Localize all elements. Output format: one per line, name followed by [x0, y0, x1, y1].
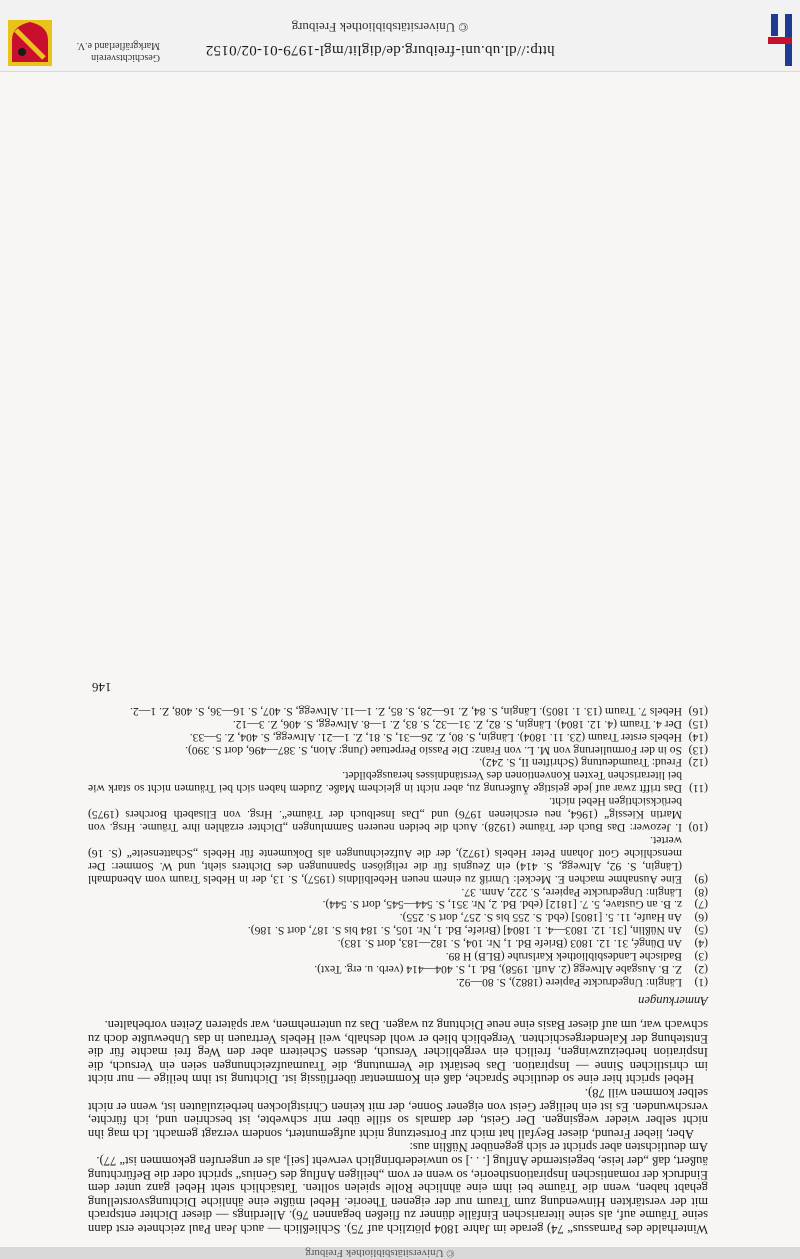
note-text: Freud: Traumdeutung (Schriften II, S. 242). [479, 756, 682, 770]
partner-logo-text: Geschichtsverein Markgräflerland e.V. [76, 40, 160, 63]
note-item [88, 910, 708, 923]
paragraph: Hebel spricht hier eine so deutliche Sprache, daß ein Kommentar überflüssig ist. Dichtung ist ihm heilige — nur nicht im christlichen Sinne — Inspiration. Das bestärkt die Vermutung, die Traumaufzeichnungen seien ein Versuch, die Inspiration herbeizuzwingen, freilich ein vergeblicher Versuch, dessen Scheitern aber den Weg frei machte für die Entstehung der Kalendergeschichten. Vergeblich blieb er wohl deshalb, weil Hebels Vertrauen in das Unbewußte doch zu schwach war, um auf dieser Basis eine neue Dichtung zu wagen. Das zu unternehmen, war späteren Zeiten vorbehalten. [88, 1018, 708, 1087]
note-number: (6) [694, 911, 708, 925]
note-text: I. Jezower: Das Buch der Träume (1928). Auch die beiden neueren Sammlungen „Dichter erzählen ihre Träume. Hrsg. von Martin Kiessig“ (1964, neu erschienen 1976) und „Das Inselbuch der Träume“. Hrsg. von Elisabeth Borchers (1975) berücksichtigen Hebel nicht. [88, 795, 682, 835]
source-url-link[interactable]: http://dl.ub.uni-freiburg.de/diglit/mgl-1979-01-02/0152 [205, 42, 555, 58]
copyright-text: © Universitätsbibliothek Freiburg [291, 20, 469, 35]
note-number: (13) [688, 743, 708, 757]
note-text: An Nüßlin, [31. 12. 1803—4. 1. 1804] (Briefe, Bd. 1, Nr. 105, S. 184 bis S. 187, dort S. 186). [247, 924, 682, 938]
note-number: (1) [694, 975, 708, 989]
note-item [88, 730, 708, 743]
university-logo-icon [768, 14, 792, 66]
note-text: Eine Ausnahme machen E. Meckel: Umriß zu einem neuen Hebelbildnis (1957), S. 13, der in Hebels Traum vom Abendmahl (Längin, S. 92, Altwegg, S. 414) ein Zeugnis für die religiösen Spannungen des Dichters sieht, und W. Sommer: Der menschliche Gott Johann Peter Hebels (1972), der die Aufzeichnungen als Dokumente für Hebels „Schattenseite“ (S. 16) wertet. [88, 833, 682, 886]
note-text: Hebels 7. Traum (13. 1. 1805). Längin, S. 84, Z. 16—28, S. 85, Z. 1—11. Altwegg, S. 407, S. 16—36, S. 408, Z. 1—2. [130, 704, 682, 718]
note-text: Z. B. Ausgabe Altwegg (2. Aufl. 1958), Bd. 1, S. 404—414 (verb. u. erg. Text). [314, 963, 682, 976]
note-text: Längin: Ungedruckte Papiere, S. 222, Anm. 37. [461, 885, 682, 899]
notes-heading: Anmerkungen [638, 994, 708, 1009]
note-item [88, 704, 708, 717]
note-text: Längin: Ungedruckte Papiere (1882), S. 80—92. [455, 975, 682, 989]
notes-list [88, 704, 708, 988]
note-item [88, 923, 708, 936]
note-item [88, 717, 708, 730]
note-text: Das trifft zwar auf jede geistige Äußerung zu, aber nicht in gleichem Maße. Zudem haben sich bei Träumen nicht so stark wie bei literarischen Texten Konventionen des Verständnisses herausgebildet. [88, 769, 682, 796]
note-text: An Düngé, 31. 12. 1803 (Briefe Bd. 1, Nr. 104, S. 182—183, dort S. 183). [337, 937, 682, 951]
bottom-faint-text: © Universitätsbibliothek Freiburg [305, 1247, 455, 1259]
note-number: (14) [688, 730, 708, 744]
note-item [88, 936, 708, 949]
note-text: Badische Landesbibliothek Karlsruhe (BLB) H 89. [445, 950, 682, 964]
quote-paragraph: Aber, lieber Freund, dieser Beyfall hat mich zur Fortsetzung nicht aufgemuntert, sondern verzagt gemacht. Ich mag ihn nicht selber wieder wegsingen. Der Geist, der damals so stille über mir schwebte, ist beschrien und, ich fürchte, verschwunden. Es ist ein heiliger Geist von eigener Sonne, der mit keinen Christglocken herbeizuläuten ist, wenn er nicht selber kommen will 78). [88, 1086, 708, 1141]
note-number: (3) [694, 950, 708, 964]
note-item [88, 833, 708, 885]
note-item [88, 794, 708, 833]
note-number: (8) [694, 885, 708, 899]
note-number: (12) [688, 756, 708, 770]
note-item [88, 975, 708, 988]
page-number: 146 [92, 679, 112, 695]
note-text: z. B. an Gustave, 5. 7. [1812] (ebd. Bd. 2, Nr. 351, S. 544—545, dort S. 544). [322, 898, 682, 912]
note-text: Hebels erster Traum (23. 11. 1804). Längin, S. 80, Z. 26—31, S. 81, Z. 1—21. Altwegg, S. 404, Z. 5—33. [189, 730, 682, 744]
note-item [88, 769, 708, 795]
note-number: (10) [688, 821, 708, 835]
note-item [88, 898, 708, 911]
page-content [88, 680, 708, 1235]
note-item [88, 885, 708, 898]
note-item [88, 962, 708, 975]
note-number: (2) [694, 963, 708, 976]
coat-of-arms-icon [8, 20, 52, 66]
note-number: (16) [688, 704, 708, 718]
paragraph: Winterhalde des Parnassus“ 74) gerade im Jahre 1804 plötzlich auf 75). Schließlich — auch Jean Paul zeichnete erst dann seine Träume auf, als seine literarischen Einfälle dünner zu fließen begannen 76). Allerdings — dieser Dichter entsprach mit der verstärkten Hinwendung zum Traum nur der eigenen Theorie. Hebel müßte eine ähnliche Dichtungsvorstellung gehabt haben, wenn die Träume bei ihm eine ähnliche Rolle spielen sollten. Tatsächlich steht Hebel ganz unter dem Eindruck der romantischen Inspirationstheorie, so wenn er vom „heiligen Anflug des Genius“ spricht oder die Befürchtung äußert, daß „der leise, begeisternde Anflug [. . .] so unwiederbringlich verweht [sei], als er ungerufen gekommen ist“ 77). [88, 1154, 708, 1236]
note-number: (15) [688, 717, 708, 731]
note-text: An Haufe, 11. 5. [1805] (ebd. S. 255 bis S. 257, dort S. 255). [399, 911, 682, 925]
bottom-toolbar [0, 1247, 800, 1259]
note-number: (4) [694, 937, 708, 951]
note-item [88, 743, 708, 756]
note-text: Der 4. Traum (4. 12. 1804). Längin, S. 82, Z. 31—32, S. 83, Z. 1—8. Altwegg, S. 406, Z. 3—12. [232, 717, 682, 731]
note-number: (7) [694, 898, 708, 912]
paragraph: Am deutlichsten aber spricht er sich gegenüber Nüßlin aus: [409, 1140, 708, 1155]
note-text: So in der Formulierung von M. L. von Franz: Die Passio Perpetuae (Jung: Aion, S. 387—496, dort S. 390). [185, 743, 682, 757]
note-number: (11) [689, 782, 708, 796]
note-item [88, 756, 708, 769]
note-number: (5) [694, 924, 708, 938]
note-number: (9) [694, 872, 708, 886]
note-item [88, 949, 708, 962]
